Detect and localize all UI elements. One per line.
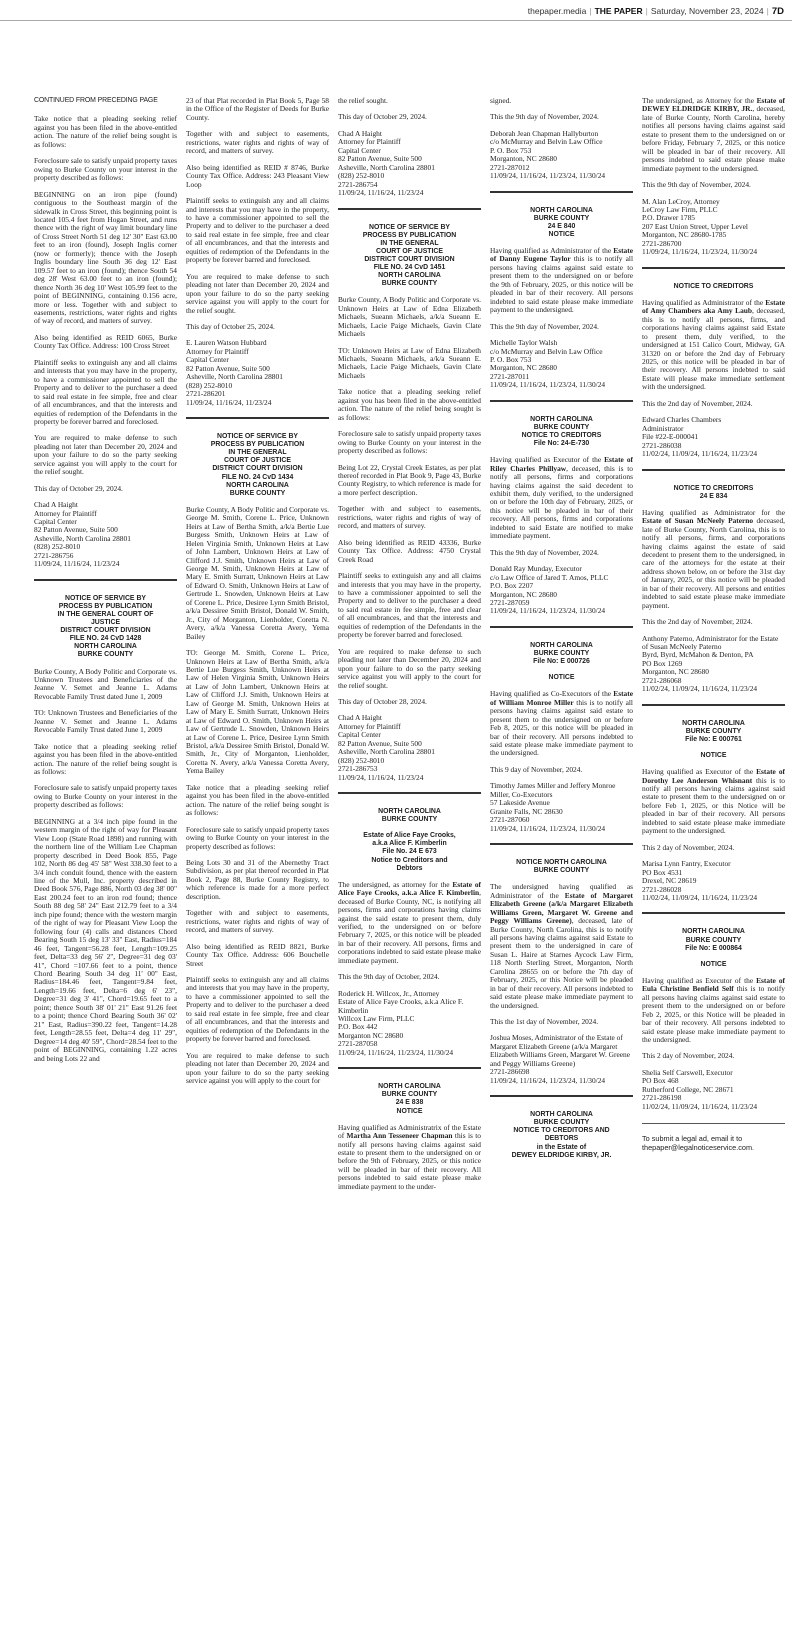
- notice-heading: NOTICE NORTH CAROLINA BURKE COUNTY: [516, 859, 607, 875]
- notice-heading: NOTICE TO CREDITORS: [673, 282, 754, 290]
- estate-name: Estate of Amy Chambers aka Amy Laub: [642, 297, 785, 316]
- property-description: Being Lot 22, Crystal Creek Estates, as per plat thereof recorded in Plat Book 9, Page 43, Burke County Registry, to which reference is made for a more perfect description.: [338, 462, 481, 497]
- notice-paragraph: Take notice that a pleading seeking relief against you has been filed in the above-entitled action. The nature of the relief being sought is as follows:: [338, 387, 481, 422]
- notice-divider: [490, 626, 633, 628]
- notice-paragraph: Plaintiff seeks to extinguish any and all claims and interests that you may have in the property, to have a commissioner appointed to sell the Property and to deliver to the purchaser a deed to said real estate in fee simple, free and clear of all encumbrances, and that the interests and equities of redemption of the Defendants in the property be forever barred and foreclosed.: [186, 196, 329, 265]
- notice-date: This the 9th day of November, 2024.: [490, 547, 599, 557]
- estate-name: Estate of Eula Christine Benfield Self: [642, 975, 785, 994]
- notice-date: This day of October 28, 2024.: [338, 696, 427, 706]
- notice-date: This 2 day of November, 2024.: [642, 842, 735, 852]
- notice-heading: NORTH CAROLINA BURKE COUNTY NOTICE TO CREDITORS File No: 24-E-730: [521, 415, 602, 448]
- notice-subheading: Estate of Alice Faye Crooks, a.k.a Alice F. Kimberlin File No. 24 E 673 Notice to Creditors and Debtors: [363, 832, 456, 872]
- notice-paragraph: You are required to make defense to such pleading not later than December 20, 2024 and upon your failure to do so the party seeking service against you will apply to the court for the relief sought.: [186, 271, 329, 315]
- notice-date: This the 1st day of November, 2024.: [490, 1017, 599, 1027]
- signature-block: M. Alan LeCroy, Attorney LeCroy Law Firm, PLLC P.O. Drawer 1785 207 East Union Street, Upper Level Morganton, NC 28680-1785 2721-286700 11/09/24, 11/16/24, 11/23/24, 11/30/24: [642, 196, 758, 257]
- notice-paragraph: You are required to make defense to such pleading not later than December 20, 2024 and upon your failure to do so the party seeking service against you will apply to the court for: [186, 1050, 329, 1085]
- notice-divider: [490, 1095, 633, 1097]
- notice-paragraph: 23 of that Plat recorded in Plat Book 5, Page 58 in the Office of the Register of Deeds for Burke County.: [186, 97, 329, 122]
- notice-heading: NORTH CAROLINA BURKE COUNTY 24 E 840 NOTICE: [530, 206, 593, 238]
- notice-paragraph: The undersigned, as attorney for the Estate of Alice Faye Crooks, a.k.a Alice F. Kimberlin, deceased of Burke County, NC, is notifying all persons, firms and corporations having claims against the said estate to present them, duly verified, to the undersigned on or before February 7, 2025, or this notice will be pleaded in bar of their recovery. All persons, firms and corporations indebted to said estate please make immediate payment.: [338, 879, 481, 965]
- paper-name: THE PAPER: [594, 6, 643, 16]
- signature-block: Chad A Haight Attorney for Plaintiff Capital Center 82 Patton Avenue, Suite 500 Asheville, North Carolina 28801 (828) 252-8010 2721-286753 11/09/24, 11/16/24, 11/23/24: [338, 713, 435, 782]
- notice-paragraph: Together with and subject to easements, restrictions, water rights and rights of way of record, and matters of survey.: [186, 908, 329, 935]
- property-description: BEGINNING at a 3/4 inch pipe found in the western margin of the right of way for Pleasant View Loop (State Road 1898) and running with the northern line of the William Lee Chapman property described in Deed Book 855, Page 102, North 86 deg 45' 58" West 338.30 feet to a 3/4 inch conduit found, thence with the eastern line of the Mull, Inc. property described in Deed Book 576, Page 886, North 03 deg 38' 00" East 200.24 feet to an iron rod found; thence South 88 deg 58' 24" East 212.79 feet to a 3/4 inch pipe found; thence with the western margin of the right of way for Pleasant View Loop the following four (4) calls and distances Chord Bearing South 15 deg 13' 33" East, Radius=184 46 feet, Tangent=56.28 feet, Length=109.25 feet, Delta=33 deg 56' 2", Degree=31 deg 03' 41", Chord =107.66 feet to a point, thence Chord Bearing South 34 deg 11' 00" East, Radius=184.46 feet, Tangent=9.84 feet, Length=19.66 feet, Delta=6 deg 6' 23", Degree=31 deg 3' 41", Chord=19.65 feet to a point; thence South 38' 01' 21" East 91.26 feet to a point; thence Chord Bearing South 36' 02' 21" East, Radius=390.22 feet, Tangent=14.28 feet, Length=28.55 feet, Delta=4 deg 11' 29", Degree=14 deg 40' 59", Chord=28.54 feet to the point of BEGINNING, containing 1.22 acres and being Lots 22 and: [34, 816, 177, 1063]
- notice-divider: [490, 400, 633, 402]
- notice-paragraph: Plaintiff seeks to extinguish any and all claims and interests that you may have in the property, to have a commissioner appointed to sell the Property and to deliver to the purchaser a deed to said real estate in fee simple, free and clear of all encumbrances, and that the interests and equities of redemption of the Defendants in the property be forever barred and foreclosed.: [34, 357, 177, 426]
- notice-divider: [642, 469, 785, 471]
- signature-block: Edward Charles Chambers Administrator File #22-E-000041 2721-286038 11/02/24, 11/09/24, 11/16/24, 11/23/24: [642, 415, 758, 459]
- notice-paragraph: You are required to make defense to such pleading not later than December 20, 2024 and upon your failure to do so the party seeking service against you will apply to the court for the relief sought.: [34, 433, 177, 477]
- notice-divider: [186, 417, 329, 419]
- notice-divider: [642, 704, 785, 706]
- notice-paragraph: Having qualified as Co-Executors of the Estate of William Monroe Miller this is to notify all persons having claims against said estate to present them to the undersigned on or before Feb 8, 2025, or this notice will be pleaded in bar of their recovery. All persons indebted to said estate please make immediate payment to the undersigned.: [490, 689, 633, 758]
- notice-paragraph: Having qualified as Administrator of the Estate of Danny Eugene Taylor this is to notify all persons having claims against said estate to present them to the undersigned on or before the 9th of February, 2025, or this notice will be pleaded in bar of their recovery. All persons indebted to said estate please make immediate payment to the undersigned.: [490, 246, 633, 315]
- property-description: BEGINNING on an iron pipe (found) contiguous to the Southeast margin of the sidewalk in Cross Street, this beginning point is located 105.4 feet from Hogan Street, and runs thence with the right of way limit boundary line of Cross Street North 51 deg 12' 30" East 63.00 feet to an iron (found), Joseph Inglis corner (now or formerly); thence with the Joseph Inglis boundary line South 36 deg 12' East 109.57 feet to an iron (found); thence South 54 deg 28' West 63.00 feet to an iron (found); thence North 36 deg 10' West 105.99 feet to the point of BEGINNING, containing 0.156 acre, more or less. Together with and subject to easements, restrictions, water rights and rights of way of record, and matters of survey.: [34, 189, 177, 326]
- masthead-separator: |: [766, 6, 769, 16]
- notice-paragraph: TO: George M. Smith, Corene L. Price, Unknown Heirs at Law of Bertha Smith, a/k/a Bertie Lue Burgess Smith, Unknown Heirs at Law of Helen Virginia Smith, Unknown Heirs at Law of John Lambert, Unknown Heirs at Law of Clifford J.J. Smith, Unknown Heirs at Law of George M. Smith, Unknown Heirs at Law of Mary E. Smith Surratt, Unknown Heirs at Law of Edward O. Smith, Unknown Heirs at Law of Gertrude L. Snowden, Unknown Heirs at Law of Corene L. Price, Desiree Lynn Smith Bristol, a/k/a Dessiree Smith Bristol, Donald W. Smith, Jr., City of Morganton, Lienholder, Coretta N. Avery, a/k/a Vanessa Coretta Avery, Yema Bailey: [186, 648, 329, 776]
- notice-date: This the 9th day of November, 2024.: [490, 321, 599, 331]
- estate-name: Estate of DEWEY ELDRIDGE KIRBY, JR.: [642, 97, 785, 114]
- notice-heading: NOTICE TO CREDITORS 24 E 834: [673, 484, 754, 500]
- notice-divider: [34, 579, 177, 581]
- notice-heading: NOTICE OF SERVICE BY PROCESS BY PUBLICATION IN THE GENERAL COURT OF JUSTICE DISTRICT COURT DIVISION FILE NO. 24 CvD 1451 NORTH CAROLINA BURKE COUNTY: [362, 223, 457, 288]
- notice-divider: [490, 843, 633, 845]
- signature-block: E. Lauren Watson Hubbard Attorney for Plaintiff Capital Center 82 Patton Avenue, Suite 500 Asheville, North Carolina 28801 (828) 252-8010 2721-286201 11/09/24, 11/16/24, 11/23/24: [186, 338, 283, 407]
- footer-divider: [642, 1123, 785, 1124]
- column-2: [186, 97, 329, 1632]
- notice-heading: NORTH CAROLINA BURKE COUNTY: [378, 808, 441, 824]
- notice-divider: [642, 267, 785, 269]
- notice-divider: [338, 792, 481, 794]
- notice-heading: NORTH CAROLINA BURKE COUNTY File No: E 000761: [682, 719, 745, 743]
- notice-date: This the 9th day of November, 2024.: [490, 112, 599, 122]
- notice-heading: NOTICE OF SERVICE BY PROCESS BY PUBLICATION IN THE GENERAL COURT OF JUSTICE DISTRICT COURT DIVISION FILE NO. 24 CvD 1428 NORTH CAROLINA BURKE COUNTY: [57, 594, 154, 659]
- masthead-separator: |: [589, 6, 592, 16]
- page-number: 7D: [771, 6, 784, 17]
- column-3: [338, 97, 481, 1632]
- signature-block: Donald Ray Munday, Executor c/o Law Office of Jared T. Amos, PLLC P.O. Box 2207 Morganton, NC 28680 2721-287059 11/09/24, 11/16/24, 11/23/24, 11/30/24: [490, 564, 609, 616]
- notice-paragraph: Burke County, A Body Politic and Corporate vs. Unknown Heirs at Law of Edna Elizabeth Michaels, Sueann Michaels, a/k/a Sueann E. Michaels, Lacie Paige Michaels, Gavin Clate Michaels: [338, 295, 481, 339]
- reid-address: Also being identified as REID 8821, Burke County Tax Office. Address: 606 Bouchelle Street: [186, 941, 329, 968]
- notice-paragraph: signed.: [490, 97, 512, 105]
- notice-date: This the 2nd day of November, 2024.: [642, 617, 753, 627]
- signature-block: Chad A Haight Attorney for Plaintiff Capital Center 82 Patton Avenue, Suite 500 Asheville, North Carolina 28801 (828) 252-8010 2721-286756 11/09/24, 11/16/24, 11/23/24: [34, 500, 131, 569]
- notice-paragraph: Burke County, A Body Politic and Corporate vs. Unknown Trustees and Beneficiaries of the Jeanne V. Semet and Jeanne L. Adams Revocable Family Trust dated June 1, 2009: [34, 666, 177, 701]
- signature-block: Anthony Paterno, Administrator for the Estate of Susan McNeely Paterno Byrd, Byrd, McMahon & Denton, PA PO Box 1269 Morganton, NC 28680 2721-286068 11/02/24, 11/09/24, 11/16/24, 11/23/24: [642, 633, 779, 694]
- notice-paragraph: The undersigned having qualified as Administrator of the Estate of Margaret Elizabeth Greene (a/k/a Margaret Elizabeth Williams Green, Margaret W. Greene and Peggy Williams Greene), deceased, late of Burke County, North Carolina, this is to notify all persons having claims against said Estate to present them to the undersigned in care of Susan L. Haire at Starnes Aycock Law Firm, 118 North Sterling Street, Morganton, North Carolina 28655 on or before the 7th day of February, 2025, or this Notice will be pleaded in bar of their recovery. All persons indebted to said estate please make immediate payment to the undersigned.: [490, 882, 633, 1010]
- signature-block: Timothy James Miller and Jeffery Monroe Miller, Co-Executors 57 Lakeside Avenue Granite Falls, NC 28630 2721-287060 11/09/24, 11/16/24, 11/23/24, 11/30/24: [490, 781, 616, 833]
- notice-divider: [490, 191, 633, 193]
- notice-date: This day of October 29, 2024.: [338, 112, 427, 122]
- notice-date: This 9 day of November, 2024.: [490, 764, 583, 774]
- notice-divider: [338, 208, 481, 210]
- notice-paragraph: Having qualified as Administrator for the Estate of Susan McNeely Paterno deceased, late of Burke County, North Carolina, this is to notify all persons, firms, and corporations having claims against the estate of said decedent to present them to the undersigned, in care of the attorneys for the estate at their address shown below, on or before the 31st day of January, 2025, or this notice will be pleaded in bar of their recovery. All persons and entities indebted to said estate please make immediate payment.: [642, 507, 785, 610]
- notice-heading: NORTH CAROLINA BURKE COUNTY File No: E 000864: [682, 928, 745, 952]
- site-name: thepaper.media: [527, 6, 587, 16]
- estate-name: Estate of Danny Eugene Taylor: [490, 246, 633, 264]
- notice-paragraph: Foreclosure sale to satisfy unpaid property taxes owing to Burke County on your interest in the property described as follows:: [186, 824, 329, 851]
- signature-block: Joshua Moses, Administrator of the Estate of Margaret Elizabeth Greene (a/k/a Margaret Elizabeth Williams Green, Margaret W. Greene and Peggy Williams Greene) 2721-286698 11/09/24, 11/16/24, 11/23/24, 11/30/24: [490, 1033, 631, 1085]
- continued-label: CONTINUED FROM PRECEDING PAGE: [34, 97, 158, 104]
- signature-block: Michelle Taylor Walsh c/o McMurray and Belvin Law Office P. O. Box 753 Morganton, NC 28680 2721-287011 11/09/24, 11/16/24, 11/23/24, 11/30/24: [490, 338, 606, 390]
- notice-subheading: NOTICE: [700, 752, 727, 760]
- signature-block: Chad A Haight Attorney for Plaintiff Capital Center 82 Patton Avenue, Suite 500 Asheville, North Carolina 28801 (828) 252-8010 2721-286754 11/09/24, 11/16/24, 11/23/24: [338, 128, 435, 198]
- notice-heading: NORTH CAROLINA BURKE COUNTY 24 E 838 NOTICE: [378, 1083, 441, 1115]
- estate-name: Estate of William Monroe Miller: [490, 689, 633, 707]
- notice-paragraph: Foreclosure sale to satisfy unpaid property taxes owing to Burke County on your interest in the property described as follows:: [34, 783, 177, 810]
- notice-paragraph: The undersigned, as Attorney for the Estate of DEWEY ELDRIDGE KIRBY, JR., deceased, late of Burke County, North Carolina, hereby notifies all persons having claims against said estate to present them to the undersigned on or before Friday, February 7, 2025, or this notice will be pleaded in bar of their recovery. All persons indebted to said estate please make immediate payment to the undersigned.: [642, 97, 785, 173]
- estate-name: Estate of Susan McNeely Paterno: [642, 516, 754, 526]
- column-5: [642, 97, 785, 1632]
- notice-heading: NORTH CAROLINA BURKE COUNTY File No: E 000726: [530, 641, 593, 666]
- issue-date: Saturday, November 23, 2024: [650, 6, 764, 16]
- legal-notices-columns: [34, 97, 786, 1632]
- page-masthead: [0, 0, 792, 22]
- notice-paragraph: Plaintiff seeks to extinguish any and all claims and interests that you may have in the property, to have a commissioner appointed to sell the Property and to deliver to the purchaser a deed to said real estate in fee simple, free and clear of all encumbrances, and that the interests and equities of redemption of the Defendants in the property be forever barred and foreclosed.: [338, 571, 481, 640]
- notice-paragraph: Having qualified as Executor of the Estate of Eula Christine Benfield Self this is to notify all persons having claims against said estate to present them to the undersigned on or before Feb 2, 2025, or this Notice will be pleaded in bar of their recovery. All persons indebted to said estate please make immediate payment to the undersigned.: [642, 975, 785, 1045]
- notice-paragraph: Take notice that a pleading seeking relief against you has been filed in the above-entitled action. The nature of the relief being sought is as follows:: [34, 741, 177, 777]
- signature-block: Shelia Self Carswell, Executor PO Box 468 Rutherford College, NC 28671 2721-286198 11/02/24, 11/09/24, 11/16/24, 11/23/24: [642, 1067, 758, 1111]
- notice-date: This the 9th day of November, 2024.: [642, 180, 751, 190]
- notice-divider: [338, 1067, 481, 1069]
- reid-address: Also being identified as REID 6065, Burke County Tax Office. Address: 100 Cross Street: [34, 332, 177, 351]
- notice-paragraph: You are required to make defense to such pleading not later than December 20, 2024 and upon your failure to do so the party seeking service against you will apply to the court for the relief sought.: [338, 646, 481, 690]
- notice-paragraph: Having qualified as Executor of the Estate of Dorothy Lee Anderson Whisnant this is to notify all persons having claims against said estate to present them to the undersigned on or before Feb 1, 2025, or this Notice will be pleaded in bar of their recovery. All persons indebted to said estate please make immediate payment to the undersigned.: [642, 767, 785, 836]
- column-1: [34, 97, 177, 1632]
- notice-paragraph: Having qualified as Administrator of the Estate of Amy Chambers aka Amy Laub, deceased, this is to notify all persons, firms, and corporations having claims against said Estate to present them, duly verified, to the undersigned at 151 Calico Court, Midway, GA 31320 on or before the 2nd day of February 2025, or this notice will be pleaded in bar of their recovery. All persons indebted to said Estate will please make immediate settlement with the undersigned.: [642, 297, 785, 392]
- notice-paragraph: Plaintiff seeks to extinguish any and all claims and interests that you may have in the property, to have a commissioner appointed to sell the Property and to deliver to the purchaser a deed to said real estate in fee simple, free and clear of all encumbrances, and that the interests and equities of redemption of the Defendants in the property be forever barred and foreclosed.: [186, 975, 329, 1044]
- notice-date: This day of October 25, 2024.: [186, 321, 275, 331]
- estate-name: Estate of Alice Faye Crooks, a.k.a Alice F. Kimberlin: [338, 879, 481, 898]
- notice-heading: NOTICE OF SERVICE BY PROCESS BY PUBLICATION IN THE GENERAL COURT OF JUSTICE DISTRICT COURT DIVISION FILE NO. 24 CvD 1434 NORTH CAROLINA BURKE COUNTY: [210, 433, 305, 497]
- notice-paragraph: Having qualified as Administratrix of the Estate of Martha Ann Tesseneer Chapman this is to notify all persons having claims against said estate to present them to the undersigned on or before the 9th of February, 2025, or this notice will be pleaded in bar of their recovery. All persons indebted to said estate please make immediate payment to the under-: [338, 1122, 481, 1191]
- masthead-rule: [0, 20, 792, 21]
- signature-block: Marisa Lynn Fantry, Executor PO Box 4531 Drexel, NC 28619 2721-286028 11/02/24, 11/09/24, 11/16/24, 11/23/24: [642, 859, 758, 903]
- reid-address: Also being identified as REID # 8746, Burke County Tax Office. Address: 243 Pleasant View Loop: [186, 162, 329, 189]
- submit-ad-note: To submit a legal ad, email it to thepaper@legalnoticeservice.com.: [642, 1134, 755, 1153]
- estate-name: Estate of Margaret Elizabeth Greene (a/k/a Margaret Elizabeth Williams Green, Margaret W. Greene and Peggy Williams Greene): [490, 890, 633, 926]
- notice-paragraph: Take notice that a pleading seeking relief against you has been filed in the above-entitled action. The nature of the relief being sought is as follows:: [34, 114, 177, 149]
- notice-subheading: NOTICE: [700, 960, 727, 968]
- notice-subheading: NOTICE: [548, 674, 575, 682]
- notice-paragraph: TO: Unknown Heirs at Law of Edna Elizabeth Michaels, Sueann Michaels, a/k/a Sueann E. Michaels, Lacie Paige Michaels, Gavin Clate Michaels: [338, 345, 481, 380]
- estate-name: Estate of Riley Charles Phillyaw: [490, 455, 633, 473]
- signature-block: Roderick H. Willcox, Jr., Attorney Estate of Alice Faye Crooks, a.k.a Alice F. Kimberlin Willcox Law Firm, PLLC P.O. Box 442 Morganton NC 28680 2721-287058 11/09/24, 11/16/24, 11/23/24, 11/30/24: [338, 988, 464, 1057]
- notice-paragraph: Having qualified as Executor of the Estate of Riley Charles Phillyaw, deceased, this is to notify all persons, firms and corporations having claims against the said decedent to exhibit them, duly verified, to the undersigned on or before the 10th day of February, 2025, or this notice will be pleaded in bar of their recovery. All persons, firms and corporations indebted to said Estate are notified to make immediate payment.: [490, 455, 633, 541]
- notice-date: This the 2nd day of November, 2024.: [642, 398, 753, 408]
- column-4: [490, 97, 633, 1632]
- notice-paragraph: Together with and subject to easements, restrictions, water rights and rights of way of record, and matters of survey.: [186, 129, 329, 156]
- notice-paragraph: Burke County, A Body Politic and Corporate vs. George M. Smith, Corene L. Price, Unknown Heirs at Law of Bertha Smith, a/k/a Bertie Lue Burgess Smith, Unknown Heirs at Law of Helen Virginia Smith, Unknown Heirs at Law of John Lambert, Unknown Heirs at Law of Clifford J.J. Smith, Unknown Heirs at Law of George M. Smith, Unknown Heirs at Law of Mary E. Smith Surratt, Unknown Heirs at Law of Edward O. Smith, Unknown Heirs at Law of Gertrude L. Snowden, Unknown Heirs at Law of Corene L. Price, Desiree Lynn Smith Bristol, a/k/a Dessiree Smith Bristol, Donald W. Smith, Jr., City of Morganton, Lienholder, Coretta N. Avery, a/k/a Vanessa Coretta Avery, Yema Bailey: [186, 504, 329, 641]
- estate-name: Estate of Dorothy Lee Anderson Whisnant: [642, 767, 785, 785]
- notice-date: This 2 day of November, 2024.: [642, 1051, 735, 1061]
- notice-paragraph: TO: Unknown Trustees and Beneficiaries of the Jeanne V. Semet and Jeanne L. Adams Revocable Family Trust dated June 1, 2009: [34, 708, 177, 735]
- notice-paragraph: Foreclosure sale to satisfy unpaid property taxes owing to Burke County on your interest in the property described as follows:: [34, 156, 177, 183]
- notice-date: This the 9th day of October, 2024.: [338, 972, 440, 982]
- notice-paragraph: Foreclosure sale to satisfy unpaid property taxes owing to Burke County on your interest in the property described as follows:: [338, 429, 481, 456]
- notice-paragraph: Together with and subject to easements, restrictions, water rights and rights of way of record, and matters of survey.: [338, 504, 481, 531]
- property-description: Being Lots 30 and 31 of the Abernethy Tract Subdivision, as per plat thereof recorded in Plat Book 2, Page 88, Burke County Registry, to which reference is made for a more perfect description.: [186, 858, 329, 901]
- notice-divider: [642, 912, 785, 914]
- notice-paragraph: Take notice that a pleading seeking relief against you has been filed in the above-entitled action. The nature of the relief being sought is as follows:: [186, 782, 329, 818]
- notice-paragraph: the relief sought.: [338, 97, 388, 105]
- notice-date: This day of October 29, 2024.: [34, 483, 123, 493]
- reid-address: Also being identified as REID 43336, Burke County Tax Office. Address: 4750 Crystal Creek Road: [338, 537, 481, 564]
- masthead-separator: |: [645, 6, 648, 16]
- signature-block: Deborah Jean Chapman Hallyburton c/o McMurray and Belvin Law Office P. O. Box 753 Morganton, NC 28680 2721-287012 11/09/24, 11/16/24, 11/23/24, 11/30/24: [490, 128, 606, 181]
- estate-name: Martha Ann Tesseneer Chapman: [346, 1131, 453, 1141]
- notice-heading: NORTH CAROLINA BURKE COUNTY NOTICE TO CREDITORS AND DEBTORS in the Estate of DEWEY ELDRIDGE KIRBY, JR.: [511, 1111, 612, 1159]
